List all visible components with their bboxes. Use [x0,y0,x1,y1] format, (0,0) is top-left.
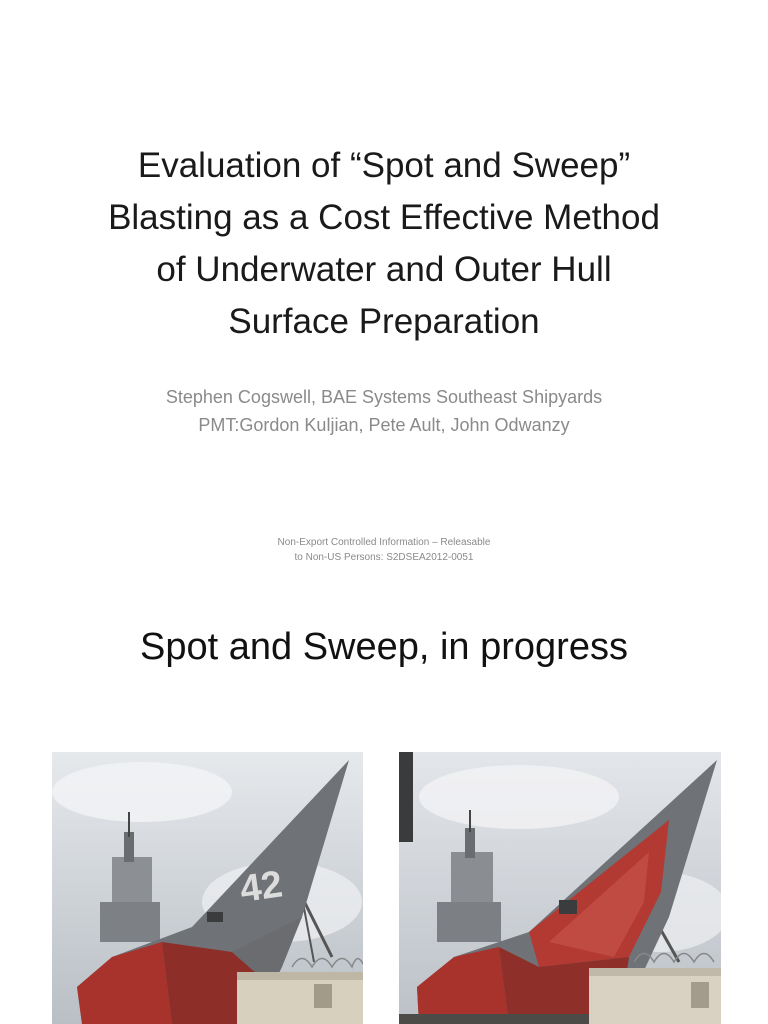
export-notice [184,535,584,565]
ship-photo-right [399,752,721,1024]
presentation-title [40,140,728,348]
title-line: Blasting as a Cost Effective Method [108,198,660,237]
author-block [40,383,728,439]
title-line: of Underwater and Outer Hull [156,250,612,289]
title-line: Surface Preparation [228,302,540,341]
ship-photo-right-image [399,752,721,1024]
ship-photo-left-image [52,752,363,1024]
slide-title: Spot and Sweep, in progress [140,626,628,668]
ship-photo-left [52,752,363,1024]
notice-line: to Non-US Persons: S2DSEA2012-0051 [294,552,474,563]
author-line: Stephen Cogswell, BAE Systems Southeast Shipyards [165,387,603,407]
notice-line: Non-Export Controlled Information – Releasable [277,537,491,548]
author-line: PMT:Gordon Kuljian, Pete Ault, John Odwanzy [198,415,570,435]
title-line: Evaluation of “Spot and Sweep” [137,146,631,185]
hull-number: 42 [237,863,286,911]
